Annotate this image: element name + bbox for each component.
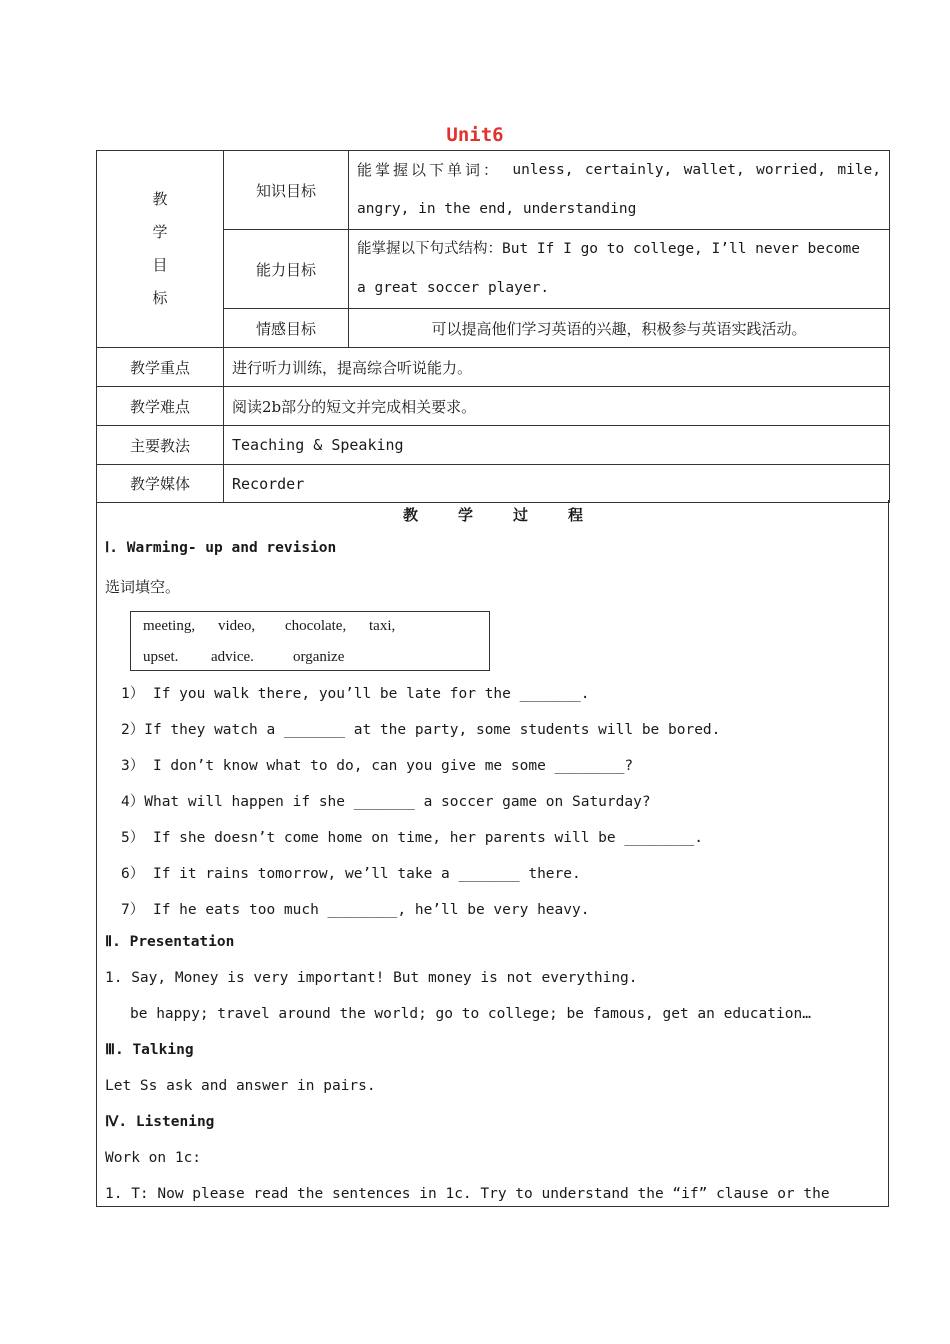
emotion-label: 情感目标 [224,309,349,348]
warmup-instruction: 选词填空。 [105,578,181,596]
listening-line-2: 1. T: Now please read the sentences in 1c. Try to understand the “if” clause or the [105,1186,830,1202]
process-heading-char: 过 [512,506,528,524]
word-bank-word: advice. [211,649,254,665]
objectives-char: 教 [152,190,168,208]
knowledge-content [349,151,890,230]
process-heading-char: 程 [567,506,583,524]
presentation-line-2: be happy; travel around the world; go to college; be famous, get an education… [130,1006,811,1022]
vocab-word: worried, [756,162,826,178]
emotion-content: 可以提高他们学习英语的兴趣，积极参与英语实践活动。 [349,309,890,348]
objectives-char: 学 [152,223,168,241]
ability-content [349,230,890,309]
vocab-word: unless, [512,162,574,178]
section-heading-warmup: Ⅰ. Warming- up and revision [105,540,337,556]
word-bank-word: organize [293,649,345,665]
method-content: Teaching & Speaking [224,426,890,465]
listening-line-1: Work on 1c: [105,1150,202,1166]
word-bank-word: upset. [143,649,179,665]
word-bank-word: meeting, [143,618,196,634]
objectives-char: 目 [152,256,168,274]
focus-content: 进行听力训练，提高综合听说能力。 [224,348,890,387]
knowledge-prefix: 能掌握以下单词： [357,161,502,179]
media-label: 教学媒体 [97,465,224,503]
exercise-item: 5） If she doesn’t come home on time, her parents will be ________. [121,830,703,846]
section-heading-talking: Ⅲ. Talking [105,1042,194,1058]
exercise-item: 6） If it rains tomorrow, we’ll take a _______ there. [121,866,581,882]
method-label: 主要教法 [97,426,224,465]
presentation-line-1: 1. Say, Money is very important! But money is not everything. [105,970,638,986]
knowledge-line-2: angry, in the end, understanding [357,201,637,217]
media-content: Recorder [224,465,890,503]
vocab-word: mile, [837,162,881,178]
ability-line-1: 能掌握以下句式结构：But If I go to college, I’ll never become [357,241,860,257]
objectives-char: 标 [152,289,168,307]
exercise-item: 2）If they watch a _______ at the party, some students will be bored. [121,722,721,738]
teaching-process [96,500,889,1207]
word-bank-word: taxi, [369,618,396,634]
process-heading-char: 教 [403,506,419,524]
ability-line-2: a great soccer player. [357,280,550,296]
section-heading-presentation: Ⅱ. Presentation [105,934,235,950]
exercise-item: 3） I don’t know what to do, can you give me some ________? [121,758,634,774]
knowledge-label: 知识目标 [224,151,349,230]
difficulty-label: 教学难点 [97,387,224,426]
page-title: Unit6 [446,124,504,146]
knowledge-line-1 [357,151,881,190]
exercise-item: 4）What will happen if she _______ a soccer game on Saturday? [121,794,651,810]
word-bank-word: video, [218,618,256,634]
objectives-label [97,151,224,348]
ability-label: 能力目标 [224,230,349,309]
word-bank-box [130,611,490,671]
difficulty-content: 阅读2b部分的短文并完成相关要求。 [224,387,890,426]
vocab-word: wallet, [683,162,745,178]
process-heading-char: 学 [457,506,473,524]
lesson-info-table [96,150,890,503]
exercise-item: 7） If he eats too much ________, he’ll be very heavy. [121,902,590,918]
process-heading [403,504,583,525]
word-bank-word: chocolate, [285,618,347,634]
exercise-item: 1） If you walk there, you’ll be late for the _______. [121,686,590,702]
vocab-word: certainly, [584,162,673,178]
focus-label: 教学重点 [97,348,224,387]
section-heading-listening: Ⅳ. Listening [105,1114,215,1130]
talking-text: Let Ss ask and answer in pairs. [105,1078,376,1094]
